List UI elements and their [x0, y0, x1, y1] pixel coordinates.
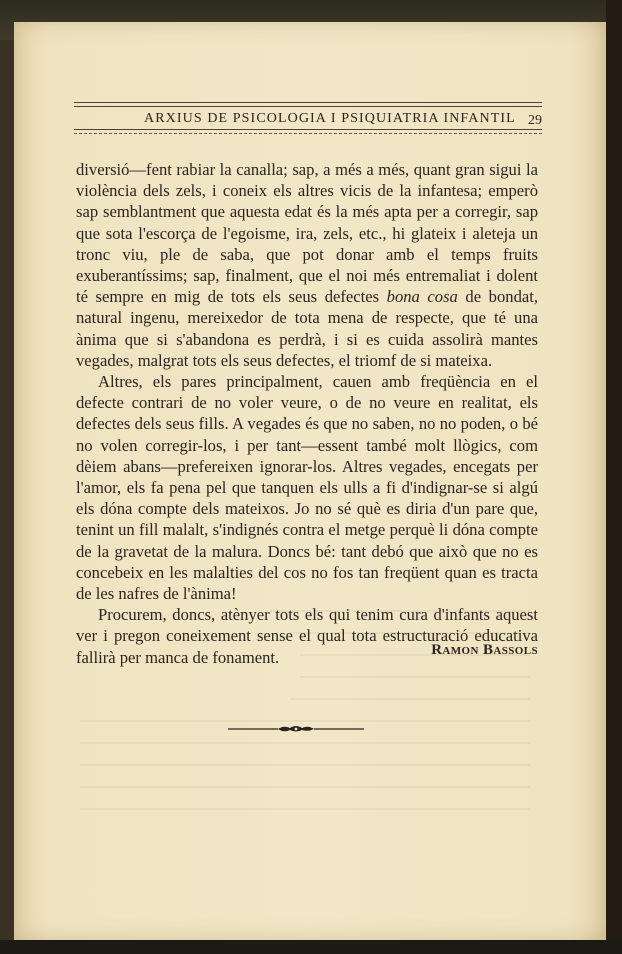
header-rule-top: [74, 102, 542, 103]
emphasis-bona-cosa: bona cosa: [386, 287, 458, 307]
article-body: [76, 159, 538, 668]
running-head: [74, 102, 542, 138]
fleuron-rule-icon: [226, 722, 366, 736]
paragraph-continued: [76, 159, 538, 371]
journal-title: ARXIUS DE PSICOLOGIA I PSIQUIATRIA INFANTIL: [144, 111, 516, 126]
header-rule-bottom-dashed: [74, 133, 542, 134]
paragraph-1-text-a: diversió—fent rabiar la canalla; sap, a més a més, quant gran sigui la violència dels zels, i coneix els altres vicis de la infantesa; emperò sap semblantment que aquesta edat és la més apta per a corregir, sap que sota l'escorça de l'egoisme, ira, zels, etc., hi glateix i aleteja un tronc viu, ple de saba, que pot donar amb el temps fruits exuberantíssims; sap, finalment, que el noi més entremaliat i dolent té sempre en mig de tots els seus defectes: [76, 160, 538, 307]
paragraph-2: Altres, els pares principalment, cauen amb freqüència en el defecte contrari de no voler veure, o de no veure en realitat, els defectes dels seus fills. A vegades és que no saben, no no poden, o bé no volen corregir-los, i per tant—essent també molt llògics, com dèiem abans—prefereixen ignorar-los. Altres vegades, encegats per l'amor, els fa pena pel que tanquen els ulls a fi d'indignar-se si algú els dóna compte dels mateixos. Jo no sé què es diria d'un pare que, tenint un fill malalt, s'indignés contra el metge perquè li dóna compte de la gravetat de la malura. Doncs bé: tant debó que això que no es concebeix en les malalties del cos no fos tan freqüent quan es tracta de les nafres de l'ànima!: [76, 372, 538, 604]
author-signature: Ramon Bassols: [431, 642, 538, 658]
scan-right-edge: [606, 0, 622, 954]
header-rule-top-inner: [74, 106, 542, 107]
scan-bottom-edge: [0, 940, 622, 954]
paragraph-1-text-b: de bondat, natural ingenu, mereixedor de tota mena de respecte, que té una ànima que si s'abandona es perdrà, i si es cuida assolirà mantes vegades, malgrat tots els seus defectes, el triomf de si mateixa.: [76, 287, 538, 370]
paragraph-3: Procurem, doncs, atènyer tots els qui tenim cura d'infants aquest ver i pregon coneixement sense el qual tota estructuració educativa fallirà per manca de fonament.: [76, 605, 538, 667]
page-number: 29: [528, 113, 542, 128]
header-rule-bottom: [74, 129, 542, 130]
